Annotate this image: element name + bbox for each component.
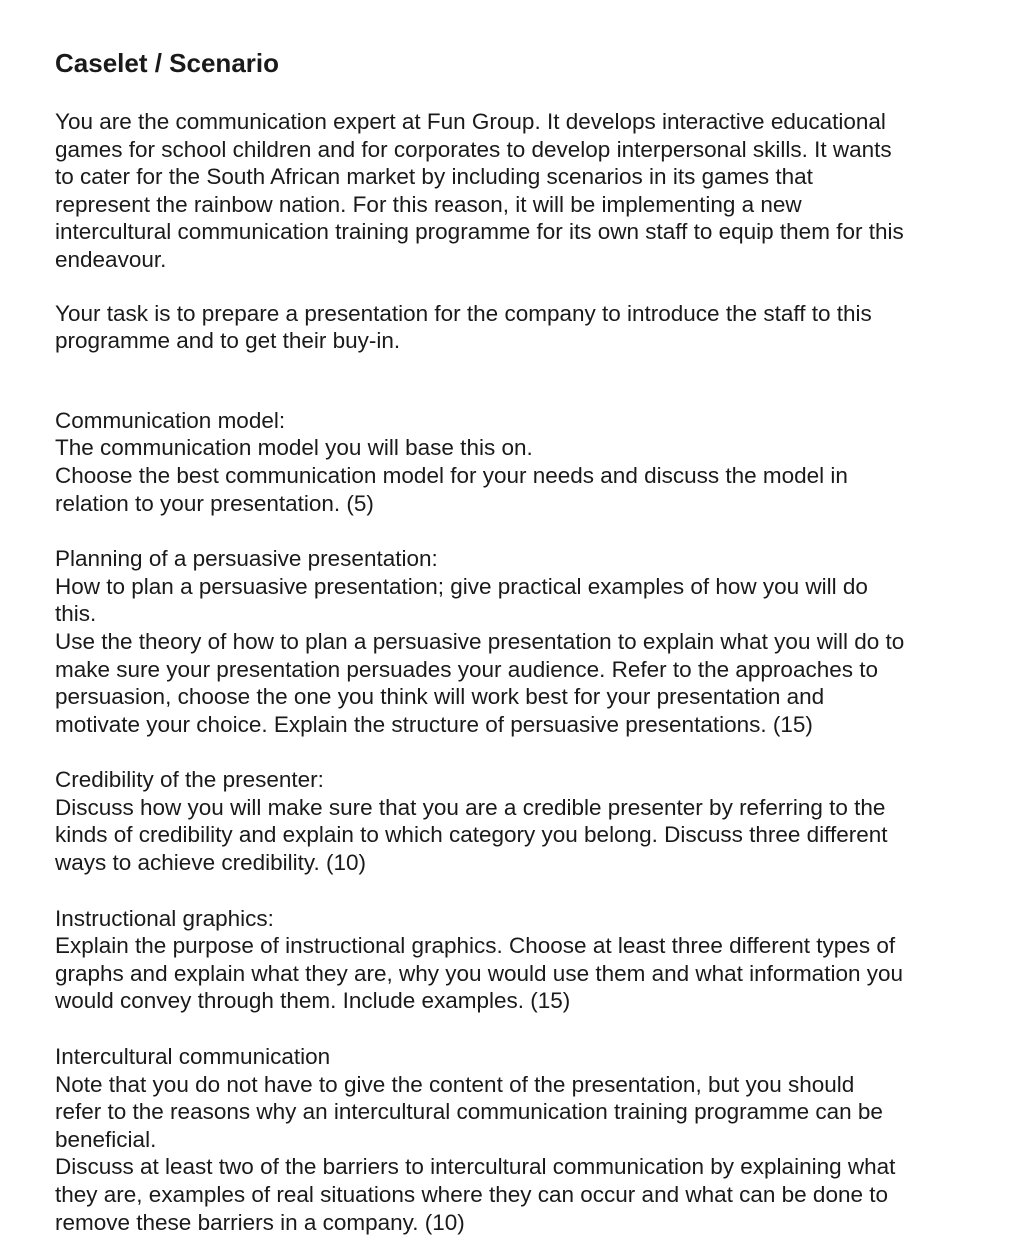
section-heading: Planning of a persuasive presentation:: [55, 546, 438, 572]
text-line: Discuss how you will make sure that you are a credible presenter by referring to the: [55, 794, 886, 820]
section-communication-model: [55, 407, 975, 517]
text-line: make sure your presentation persuades your audience. Refer to the approaches to: [55, 656, 878, 682]
text-line: this.: [55, 601, 97, 627]
text-line: graphs and explain what they are, why you would use them and what information you: [55, 960, 904, 986]
text-line: The communication model you will base this on.: [55, 435, 533, 461]
text-line: would convey through them. Include examples. (15): [55, 988, 571, 1014]
text-line: How to plan a persuasive presentation; give practical examples of how you will do: [55, 573, 868, 599]
text-line: Use the theory of how to plan a persuasive presentation to explain what you will do to: [55, 628, 905, 654]
text-line: games for school children and for corporates to develop interpersonal skills. It wants: [55, 136, 892, 162]
section-persuasive-presentation: [55, 545, 975, 738]
text-line: they are, examples of real situations where they can occur and what can be done to: [55, 1182, 888, 1207]
section-heading: Instructional graphics:: [55, 905, 274, 931]
text-line: Discuss at least two of the barriers to intercultural communication by explaining what: [55, 1154, 896, 1180]
text-line: Explain the purpose of instructional graphics. Choose at least three different types of: [55, 933, 896, 959]
section-credibility: [55, 766, 975, 876]
text-line: Note that you do not have to give the content of the presentation, but you should: [55, 1071, 855, 1097]
intro-paragraph: [55, 108, 975, 274]
text-line: programme and to get their buy-in.: [55, 328, 401, 354]
text-line: remove these barriers in a company. (10): [55, 1209, 465, 1235]
section-heading: Communication model:: [55, 407, 286, 433]
text-line: relation to your presentation. (5): [55, 490, 374, 516]
text-line: kinds of credibility and explain to which category you belong. Discuss three different: [55, 822, 888, 848]
section-intercultural-communication: [55, 1043, 975, 1236]
section-instructional-graphics: [55, 905, 975, 1015]
text-line: beneficial.: [55, 1126, 157, 1152]
text-line: intercultural communication training programme for its own staff to equip them for this: [55, 219, 904, 245]
text-line: persuasion, choose the one you think will work best for your presentation and: [55, 684, 825, 710]
text-line: You are the communication expert at Fun Group. It develops interactive educational: [55, 109, 886, 134]
document-page: [55, 46, 975, 1236]
text-line: Your task is to prepare a presentation for the company to introduce the staff to this: [55, 300, 872, 326]
text-line: ways to achieve credibility. (10): [55, 850, 366, 876]
text-line: endeavour.: [55, 246, 167, 272]
section-heading: Credibility of the presenter:: [55, 767, 324, 793]
text-line: to cater for the South African market by including scenarios in its games that: [55, 164, 813, 190]
page-title: Caselet / Scenario: [55, 48, 279, 78]
text-line: refer to the reasons why an intercultural communication training programme can be: [55, 1099, 883, 1125]
text-line: represent the rainbow nation. For this reason, it will be implementing a new: [55, 191, 802, 217]
task-paragraph: [55, 300, 975, 355]
text-line: Choose the best communication model for your needs and discuss the model in: [55, 462, 848, 488]
section-heading: Intercultural communication: [55, 1044, 331, 1070]
text-line: motivate your choice. Explain the structure of persuasive presentations. (15): [55, 711, 813, 737]
